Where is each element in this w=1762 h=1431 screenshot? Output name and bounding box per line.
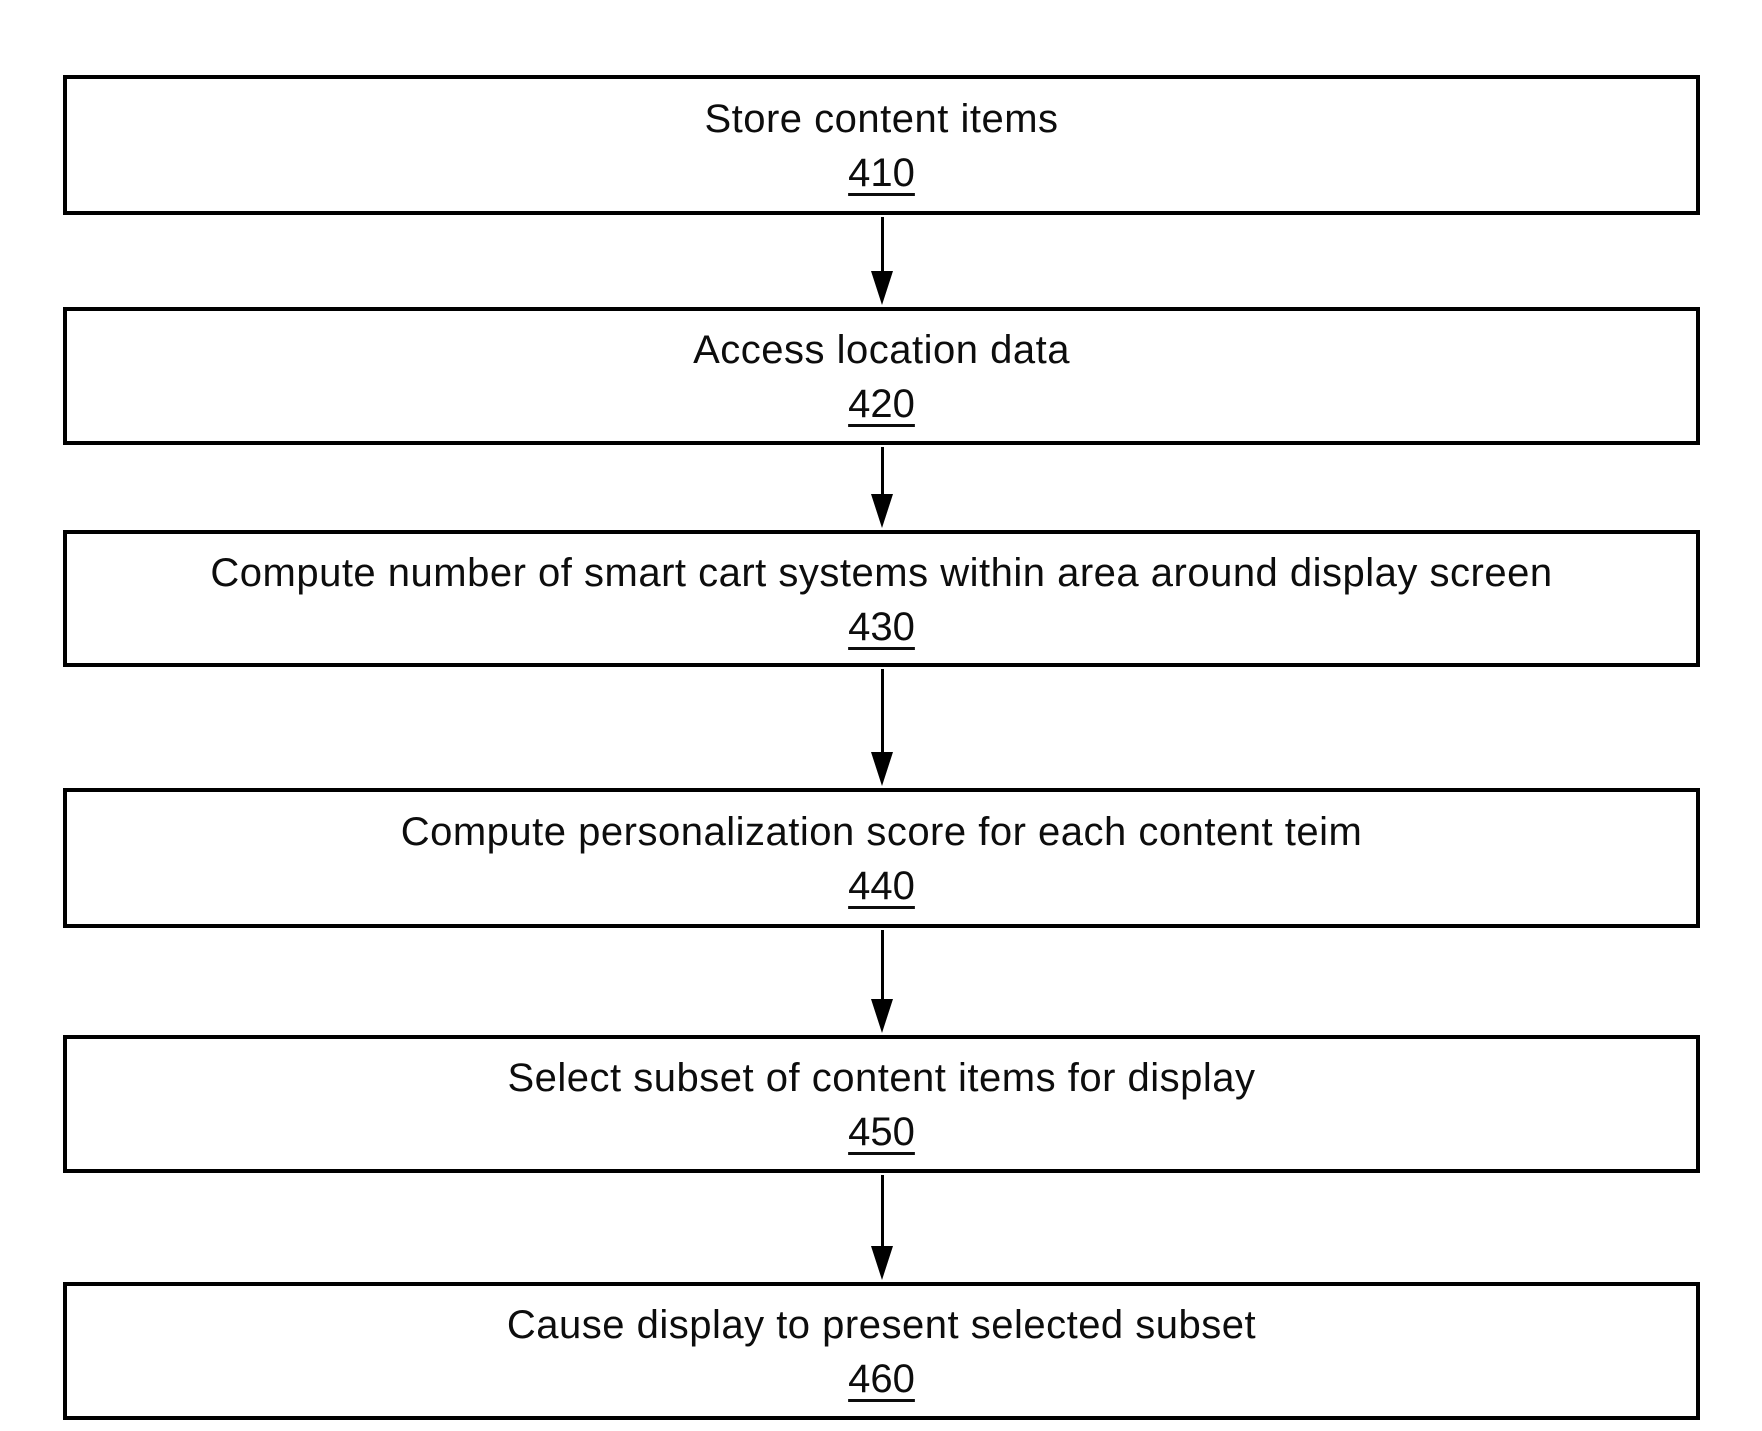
step-label: Select subset of content items for display — [507, 1056, 1256, 1100]
step-label: Access location data — [693, 328, 1070, 372]
flow-arrow-down-icon — [870, 930, 894, 1033]
step-box-access-location-data — [63, 307, 1700, 445]
arrow-line — [881, 669, 884, 752]
flow-arrow-down-icon — [870, 447, 894, 528]
step-box-compute-number-smart-cart-systems — [63, 530, 1700, 667]
step-ref-number: 440 — [848, 864, 915, 908]
step-ref-number: 430 — [848, 604, 915, 649]
step-box-store-content-items — [63, 75, 1700, 215]
arrow-head — [871, 999, 893, 1033]
arrow-line — [881, 930, 884, 999]
step-ref-number: 450 — [848, 1110, 915, 1154]
step-box-compute-personalization-score — [63, 788, 1700, 928]
arrow-head — [871, 494, 893, 528]
flow-arrow-down-icon — [870, 1175, 894, 1280]
arrow-head — [871, 1246, 893, 1280]
arrow-line — [881, 447, 884, 494]
step-label: Store content items — [704, 97, 1059, 141]
step-box-select-subset — [63, 1035, 1700, 1173]
step-box-cause-display-present — [63, 1282, 1700, 1420]
arrow-head — [871, 271, 893, 305]
step-label: Compute personalization score for each content teim — [400, 810, 1363, 854]
step-label: Cause display to present selected subset — [506, 1303, 1257, 1347]
step-ref-number: 420 — [848, 382, 915, 426]
step-label: Compute number of smart cart systems within area around display screen — [210, 550, 1553, 595]
flow-arrow-down-icon — [870, 217, 894, 305]
step-ref-number: 460 — [848, 1357, 915, 1401]
arrow-line — [881, 217, 884, 271]
arrow-head — [871, 752, 893, 786]
step-ref-number: 410 — [848, 151, 915, 195]
flow-arrow-down-icon — [870, 669, 894, 786]
arrow-line — [881, 1175, 884, 1246]
